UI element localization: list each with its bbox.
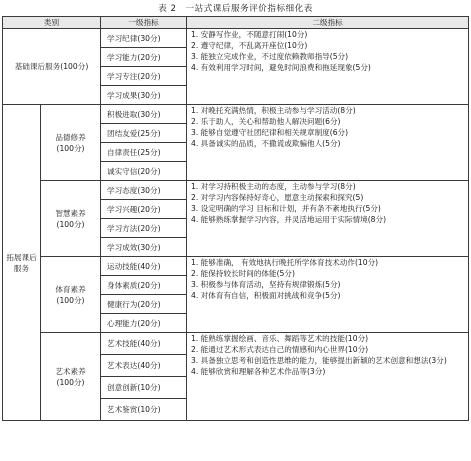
level2-item: 1. 对晚托充满热情，积极主动参与学习活动(8分) — [191, 106, 356, 115]
group-score: (100分) — [56, 377, 85, 387]
level2-cell — [187, 181, 469, 257]
level1-cell: 健康行为(20分) — [101, 295, 187, 314]
table-row — [3, 333, 469, 355]
level1-cell: 学习成效(30分) — [101, 238, 187, 257]
level2-item: 4. 具备诚实的品质，不撒谎或欺骗他人(5分) — [191, 139, 341, 148]
extended-category-cell: 拓展课后服务 — [3, 105, 41, 421]
group-score: (100分) — [56, 295, 85, 305]
level1-cell: 艺术表达(40分) — [101, 355, 187, 377]
level2-item: 2. 能保持较长时间的体能(5分) — [191, 269, 295, 278]
group-name-cell — [41, 181, 101, 257]
evaluation-index-table — [2, 16, 469, 421]
level2-item: 1. 安静写作业，不随意打闹(10分) — [191, 30, 308, 39]
table-caption: 表 2 一站式课后服务评价指标细化表 — [158, 4, 313, 14]
level2-item: 2. 对学习内容保持好奇心，愿意主动探索和探究(5) — [191, 193, 364, 202]
table-row — [3, 257, 469, 276]
header-level2: 二级指标 — [187, 17, 469, 29]
level2-item: 3. 能够自觉遵守社团纪律和相关规章制度(6分) — [191, 128, 349, 137]
level1-cell: 创意创新(10分) — [101, 377, 187, 399]
level2-cell — [187, 105, 469, 181]
level2-item: 3. 能独立完成作业，不过度依赖教师指导(5分) — [191, 52, 349, 61]
level1-cell: 学习能力(20分) — [101, 48, 187, 67]
level2-cell — [187, 29, 469, 105]
level1-cell: 团结友爱(25分) — [101, 124, 187, 143]
level2-item: 4. 对体育有自信，积极面对挑战和竞争(5分) — [191, 291, 341, 300]
group-score: (100分) — [56, 219, 85, 229]
level2-item: 4. 有效利用学习时间，避免时间浪费和拖延现象(5分) — [191, 63, 371, 72]
header-level1: 一级指标 — [101, 17, 187, 29]
group-name: 艺术素养 — [55, 366, 86, 376]
level2-cell — [187, 333, 469, 421]
level1-cell: 诚实守信(20分) — [101, 162, 187, 181]
level2-item: 1. 能熟练掌握绘画、音乐、舞蹈等艺术的技能(10分) — [191, 334, 369, 343]
level1-cell: 运动技能(40分) — [101, 257, 187, 276]
level1-cell: 学习成果(30分) — [101, 86, 187, 105]
group-score: (100分) — [56, 143, 85, 153]
table-row — [3, 181, 469, 200]
level1-cell: 积极进取(30分) — [101, 105, 187, 124]
level2-item: 1. 能够准确， 有效地执行晚托所学体育技术动作(10分) — [191, 258, 379, 267]
level1-cell: 学习兴趣(20分) — [101, 200, 187, 219]
table-header-row — [3, 17, 469, 29]
level2-item: 4. 能够欣赏和理解各种艺术作品等(3分) — [191, 367, 326, 376]
level1-cell: 艺术技能(40分) — [101, 333, 187, 355]
group-name: 智慧素养 — [55, 208, 86, 218]
level1-cell: 心理能力(20分) — [101, 314, 187, 333]
level2-item: 3. 积极参与体育活动，坚持有规律锻炼(5分) — [191, 280, 341, 289]
level2-item: 2. 能通过艺术形式表达自己的情感和内心世界(10分) — [191, 345, 369, 354]
level2-item: 2. 乐于助人，关心和帮助他人解决问题(6分) — [191, 117, 341, 126]
level2-item: 3. 具备独立思考和创造性思维的能力，能够提出新颖的艺术创意和想法(3分) — [191, 356, 447, 365]
level1-cell: 学习专注(20分) — [101, 67, 187, 86]
table-row — [3, 29, 469, 48]
level1-cell: 学习纪律(30分) — [101, 29, 187, 48]
level1-cell: 艺术鉴赏(10分) — [101, 399, 187, 421]
level2-item: 2. 遵守纪律，不乱离开座位(10分) — [191, 41, 308, 50]
table-row — [3, 105, 469, 124]
group-name-cell — [41, 257, 101, 333]
group-name-cell — [41, 333, 101, 421]
header-category: 类别 — [3, 17, 101, 29]
level2-item: 1. 对学习持积极主动的态度，主动参与学习(8分) — [191, 182, 356, 191]
level1-cell: 自律责任(25分) — [101, 143, 187, 162]
group-name: 品德修养 — [55, 132, 86, 142]
level2-item: 3. 设定明确的学习 目标和计划，并有条不紊地执行(5分) — [191, 204, 381, 213]
group-name: 体育素养 — [55, 284, 86, 294]
level2-item: 4. 能够熟练掌握学习内容，并灵活地运用于实际情境(8分) — [191, 215, 387, 224]
level2-cell — [187, 257, 469, 333]
basic-category-cell: 基础课后服务(100分) — [3, 29, 101, 105]
level1-cell: 学习态度(30分) — [101, 181, 187, 200]
level1-cell: 学习方法(20分) — [101, 219, 187, 238]
group-name-cell — [41, 105, 101, 181]
level1-cell: 身体素质(20分) — [101, 276, 187, 295]
